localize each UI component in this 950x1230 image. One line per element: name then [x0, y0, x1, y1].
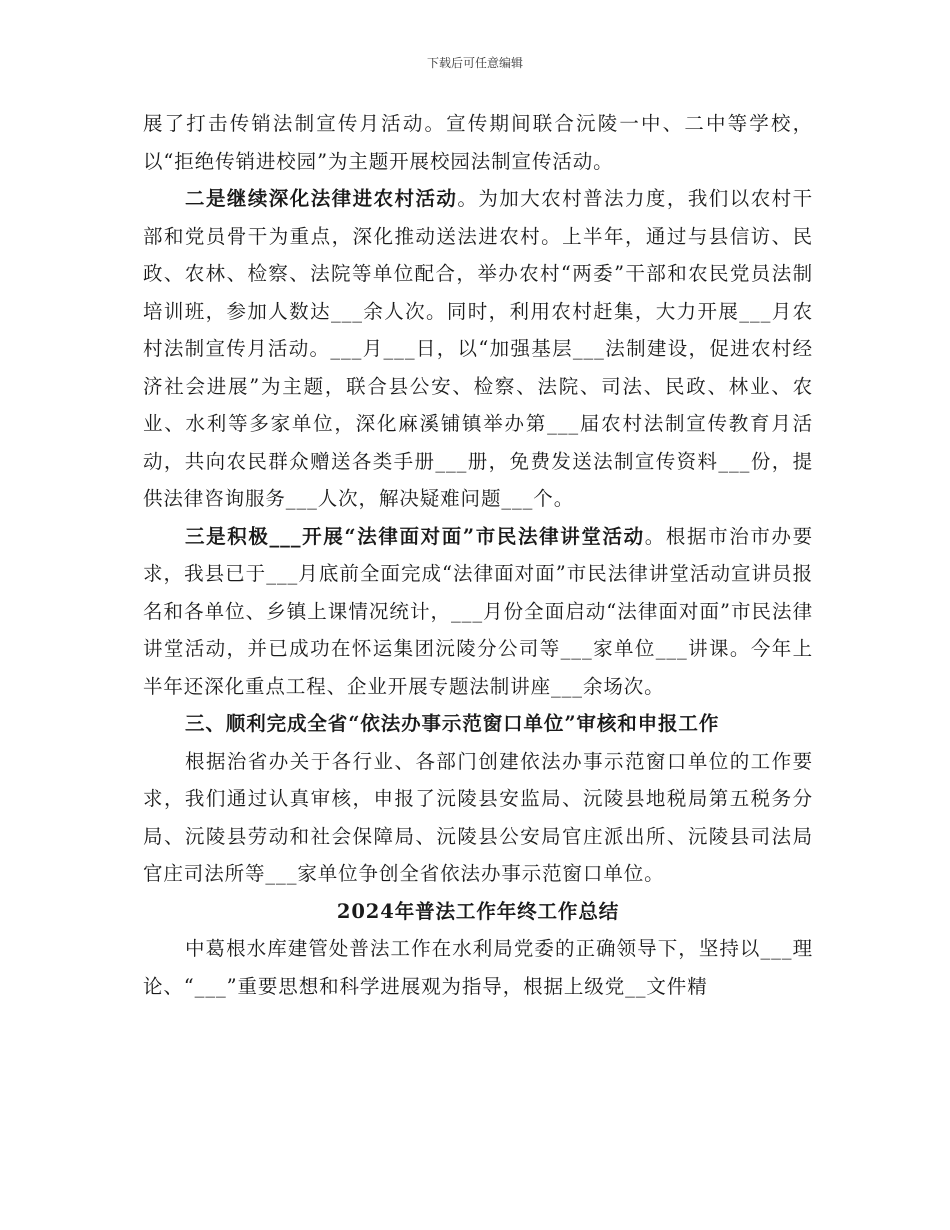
paragraph-4: 根据治省办关于各行业、各部门创建依法办事示范窗口单位的工作要求，我们通过认真审核，申报了沅陵县安监局、沅陵县地税局第五税务分局、沅陵县劳动和社会保障局、沅陵县公安局官庄派出所、沅陵县司法局官庄司法所等___家单位争创全省依法办事示范窗口单位。 — [143, 749, 813, 885]
paragraph-3-body: 。根据市治市办要求，我县已于___月底前全面完成“法律面对面”市民法律讲堂活动宣讲员报名和各单位、乡镇上课情况统计，___月份全面启动“法律面对面”市民法律讲堂活动，并已成功在怀运集团沅陵分公司等___家单位___讲课。今年上半年还深化重点工程、企业开展专题法制讲座___余场次。 — [143, 524, 813, 698]
document-title: 2024年普法工作年终工作总结 — [336, 899, 620, 923]
section-heading: 三、顺利完成全省“依法办事示范窗口单位”审核和申报工作 — [185, 712, 720, 735]
paragraph-1: 展了打击传销法制宣传月活动。宣传期间联合沅陵一中、二中等学校，以“拒绝传销进校园”为主题开展校园法制宣传活动。 — [143, 112, 813, 173]
page-header: 下载后可任意编辑 — [426, 56, 523, 70]
paragraph-3-lead: 三是积极___开展“法律面对面”市民法律讲堂活动 — [185, 524, 645, 548]
document-body — [143, 105, 813, 1005]
paragraph-2-body: 。为加大农村普法力度，我们以农村干部和党员骨干为重点，深化推动送法进农村。上半年，通过与县信访、民政、农林、检察、法院等单位配合，举办农村“两委”干部和农民党员法制培训班，参加人数达___余人次。同时，利用农村赶集，大力开展___月农村法制宣传月活动。___月___日，以“加强基层___法制建设，促进农村经济社会进展”为主题，联合县公安、检察、法院、司法、民政、林业、农业、水利等多家单位，深化麻溪铺镇举办第___届农村法制宣传教育月活动，共向农民群众赠送各类手册___册，免费发送法制宣传资料___份，提供法律咨询服务___人次，解决疑难问题___个。 — [143, 187, 813, 510]
paragraph-3 — [143, 518, 813, 706]
paragraph-2 — [143, 180, 813, 518]
paragraph-5: 中葛根水库建管处普法工作在水利局党委的正确领导下，坚持以___理论、“___”重要思想和科学进展观为指导，根据上级党__文件精 — [143, 937, 813, 998]
paragraph-2-lead: 二是继续深化法律进农村活动 — [185, 187, 458, 210]
